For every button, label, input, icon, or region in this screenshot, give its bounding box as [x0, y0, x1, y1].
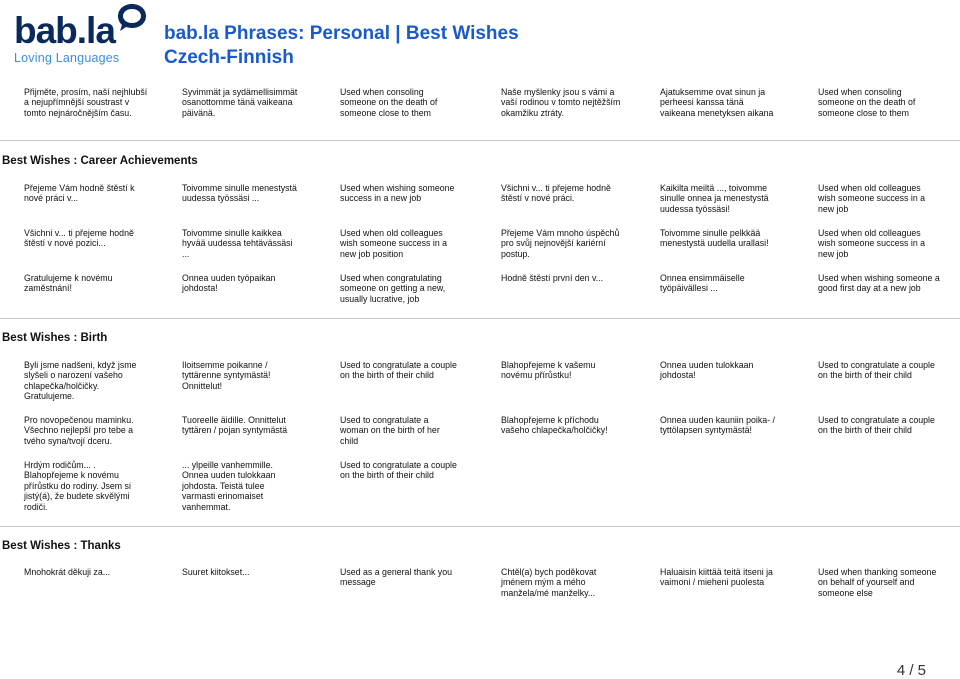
phrase-usage: Used to congratulate a couple on the birth of their child: [340, 360, 457, 381]
page-number: 4 / 5: [896, 662, 926, 679]
phrase-usage: Used to congratulate a woman on the birth of her child: [340, 415, 440, 446]
phrase-finnish: Onnea uuden tulokkaan johdosta!: [660, 360, 754, 381]
phrase-finnish: Syvimmät ja sydämellisimmät osanottomme tänä vaikeana päivänä.: [182, 87, 298, 118]
phrase-usage: Used when consoling someone on the death of someone close to them: [340, 87, 438, 118]
phrase-usage: Used when old colleagues wish someone success in a new job: [818, 183, 926, 214]
phrase-czech: Přejeme Vám hodně štěstí k nové práci v...: [24, 183, 135, 204]
section-divider: [0, 318, 960, 319]
phrase-czech: Přijměte, prosím, naší nejhlubší a nejupřímnější soustrast v tomto nejnáročnějším času.: [24, 87, 148, 118]
phrase-finnish: Onnea ensimmäiselle työpäivällesi ...: [660, 273, 745, 294]
section-divider: [0, 526, 960, 527]
phrase-czech: Všichni v... ti přejeme hodně štěstí v nové práci.: [501, 183, 611, 204]
phrase-czech: Byli jsme nadšeni, když jsme slyšeli o narození vašeho chlapečka/holčičky. Gratulujeme.: [24, 360, 137, 402]
logo-wordmark: bab.la: [14, 10, 115, 51]
phrase-czech: Hodně štěstí první den v...: [501, 273, 604, 283]
phrase-czech: Chtěl(a) bych poděkovat jménem mým a mého manžela/mé manželky...: [501, 567, 597, 598]
phrase-czech: Blahopřejeme k příchodu vašeho chlapečka/holčičky!: [501, 415, 608, 436]
phrase-finnish: Onnea uuden työpaikan johdosta!: [182, 273, 276, 294]
logo-tagline: Loving Languages: [14, 51, 120, 65]
section-heading-career: Best Wishes : Career Achievements: [2, 155, 198, 167]
section-heading-thanks: Best Wishes : Thanks: [2, 540, 121, 552]
phrase-usage: Used to congratulate a couple on the birth of their child: [340, 460, 457, 481]
phrase-finnish: Kaikilta meiltä ..., toivomme sinulle onnea ja menestystä uudessa työssäsi!: [660, 183, 769, 214]
phrase-finnish: Toivomme sinulle kaikkea hyvää uudessa tehtävässäsi ...: [182, 228, 293, 259]
phrase-usage: Used when wishing someone success in a new job: [340, 183, 455, 204]
page-title-line2: Czech-Finnish: [164, 47, 294, 68]
phrase-usage: Used when old colleagues wish someone success in a new job position: [340, 228, 448, 259]
phrase-usage: Used to congratulate a couple on the birth of their child: [818, 415, 935, 436]
page-title-line1: bab.la Phrases: Personal | Best Wishes: [164, 23, 519, 44]
phrase-usage: Used as a general thank you message: [340, 567, 452, 588]
phrase-czech: Gratulujeme k novému zaměstnání!: [24, 273, 113, 294]
phrase-finnish: Ajatuksemme ovat sinun ja perheesi kanssa tänä vaikeana menetyksen aikana: [660, 87, 774, 118]
section-divider: [0, 140, 960, 141]
phrase-finnish: Tuoreelle äidille. Onnittelut tyttären / pojan syntymästä: [182, 415, 288, 436]
page-title: [164, 22, 519, 70]
phrase-usage: Used when consoling someone on the death of someone close to them: [818, 87, 916, 118]
phrase-czech: Přejeme Vám mnoho úspěchů pro svůj nejnovější kariérní postup.: [501, 228, 620, 259]
phrase-finnish: Toivomme sinulle menestystä uudessa työssäsi ...: [182, 183, 297, 204]
phrase-finnish: Iloitsemme poikanne / tyttärenne syntymästä! Onnittelut!: [182, 360, 271, 391]
phrase-czech: Všichni v... ti přejeme hodně štěstí v nové pozici...: [24, 228, 134, 249]
phrase-usage: Used to congratulate a couple on the birth of their child: [818, 360, 935, 381]
phrase-usage: Used when wishing someone a good first day at a new job: [818, 273, 940, 294]
section-heading-birth: Best Wishes : Birth: [2, 332, 108, 344]
phrase-finnish: ... ylpeille vanhemmille. Onnea uuden tulokkaan johdosta. Teistä tulee varmasti erinomaiset vanhemmat.: [182, 460, 276, 512]
phrase-usage: Used when congratulating someone on getting a new, usually lucrative, job: [340, 273, 446, 304]
phrase-czech: Naše myšlenky jsou s vámi a vaší rodinou v tomto nejtěžším okamžiku ztráty.: [501, 87, 621, 118]
phrase-finnish: Haluaisin kiittää teitä itseni ja vaimoni / mieheni puolesta: [660, 567, 773, 588]
phrase-czech: Mnohokrát děkuji za...: [24, 567, 111, 577]
phrase-finnish: Suuret kiitokset...: [182, 567, 250, 577]
babla-logo[interactable]: [12, 2, 152, 66]
phrase-finnish: Onnea uuden kauniin poika- / tyttölapsen syntymästä!: [660, 415, 775, 436]
phrase-finnish: Toivomme sinulle pelkkää menestystä uudella urallasi!: [660, 228, 769, 249]
phrase-czech: Blahopřejeme k vašemu novému přírůstku!: [501, 360, 596, 381]
phrase-czech: Hrdým rodičům... . Blahopřejeme k novému přírůstku do rodiny. Jsem si jistý(á), že budete skvělými rodiči.: [24, 460, 131, 512]
phrase-usage: Used when thanking someone on behalf of yourself and someone else: [818, 567, 937, 598]
phrase-usage: Used when old colleagues wish someone success in a new job: [818, 228, 926, 259]
speech-bubble-icon: [116, 2, 148, 34]
phrase-czech: Pro novopečenou maminku. Všechno nejlepší pro tebe a tvého syna/tvojí dceru.: [24, 415, 134, 446]
